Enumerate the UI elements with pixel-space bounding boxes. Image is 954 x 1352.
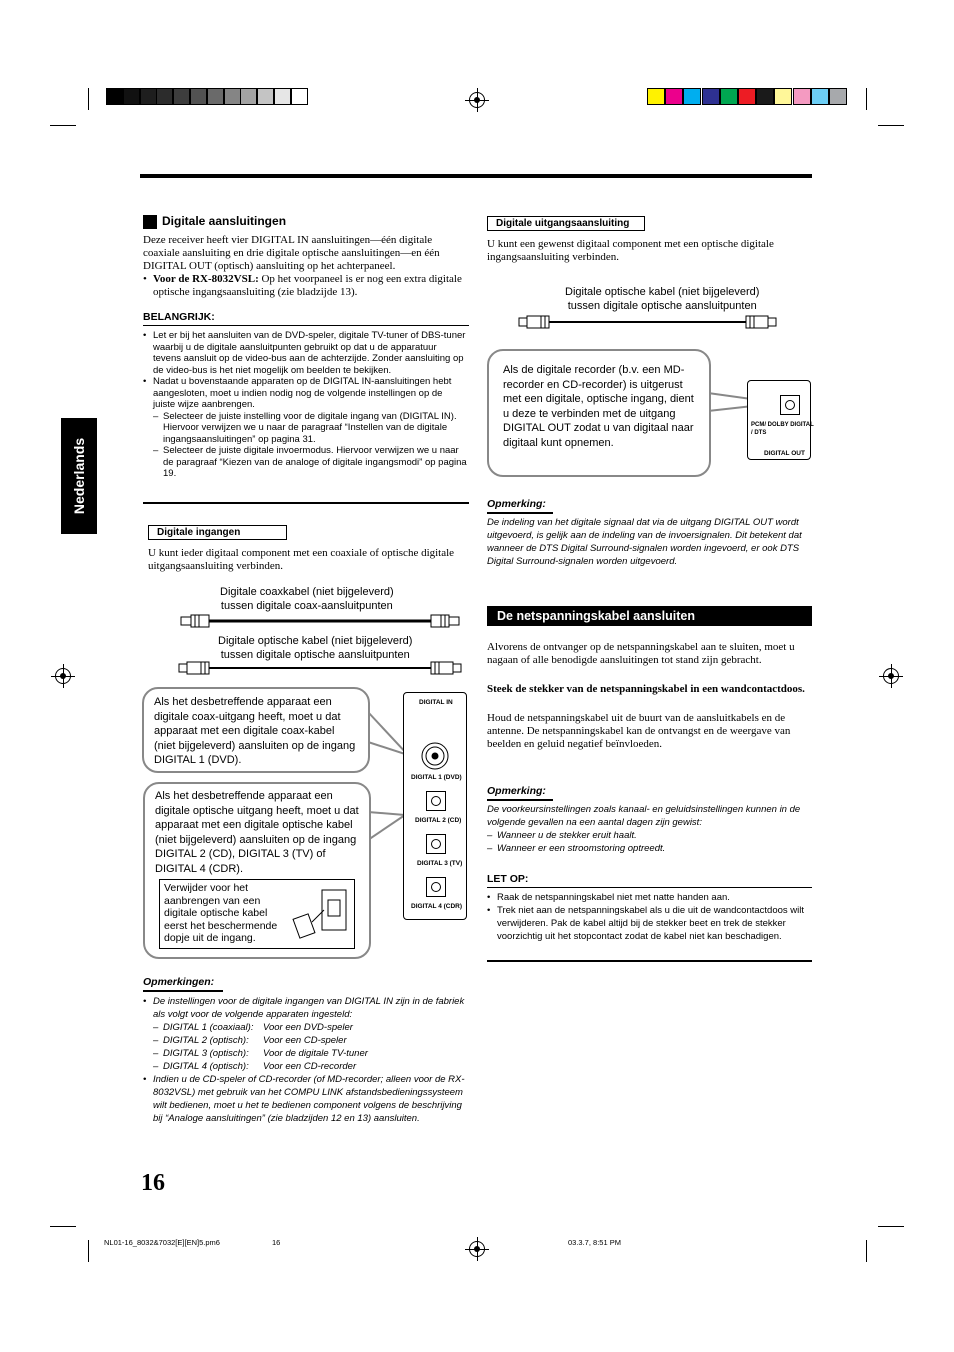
registration-mark-icon [469,92,485,108]
rx-bullet-bold: Voor de RX-8032VSL: [153,273,259,285]
note-item: • Indien u de CD-speler of CD-recorder (of MD-recorder; alleen voor de RX-8032VSL) met gebruik van het COMPU LINK afstandsbedieningssysteem wilt bedienen, moet u het te bedienen component volgens de beschrijving bij “Analoge aansluitingen” (zie bladzijden 12 en 13) aansluiten. [143,1073,467,1125]
optical-jack-icon [426,877,446,897]
note-setting-device: Voor een DVD-speler [263,1022,353,1033]
out-cable-label [565,285,759,313]
notes-list [143,995,467,1125]
section-heading-digital: Digitale aansluitingen [162,214,287,228]
inputs-text: U kunt ieder digitaal component met een coaxiale of optische digitale uitgangsaansluiting verbinden. [148,547,455,572]
rx-bullet-text: Op het voorpaneel is er nog een extra digitale optische ingangsaansluiting (zie bladzijde 13). [153,273,462,298]
optical-out-jack-icon [780,395,800,415]
output-label: Digitale uitgangsaansluiting [487,216,645,231]
coax-bubble: Als het desbetreffende apparaat een digitale coax-uitgang heeft, moet u dat apparaat met een digitale coax-kabel (niet bijgeleverd) aansluiten op de ingang DIGITAL 1 (DVD). [142,687,370,773]
color-swatch [224,88,241,105]
intro-block [143,234,465,299]
caution-item: • Trek niet aan de netspanningskabel als u die uit de wandcontactdoos wilt verwijderen. Pak de kabel altijd bij de stekker beet en trek de stekker voorzichtig uit het stopcontact zodat de kabel niet kan beschadigen. [487,904,811,943]
recorder-bubble: Als de digitale recorder (b.v. een MD-recorder en CD-recorder) is uitgerust met een digitale, optische ingang, dient u deze te verbinden met de uitgang DIGITAL OUT zodat u van digitaal naar digitaal kunt opnemen. [487,349,711,477]
rx-bullet: • Voor de RX-8032VSL: Op het voorpaneel is er nog een extra digitale optische ingangsaansluiting (zie bladzijde 13). [143,273,462,298]
jack-label: DIGITAL 1 (DVD) [411,774,462,781]
header-rule [140,174,812,178]
cap-note-text: Verwijder voor het aanbrengen van een digitale optische kabel eerst het beschermende dopje uit de ingang. [164,882,278,944]
optical-jack-icon [426,834,446,854]
power-p3: Houd de netspanningskabel uit de buurt van de aansluitkabels en de antenne. De netspanningskabel kan de ontvangst en de weergave van beelden en geluid negatief beïnvloeden. [487,712,791,750]
note2-item: – Wanneer er een stroomstoring optreedt. [487,842,811,855]
digital-out-panel [747,380,814,460]
color-swatch [647,88,665,105]
rule [487,960,812,962]
color-swatch [190,88,207,105]
optical-bubble [143,782,371,959]
color-swatch [683,88,701,105]
out-format-label: PCM/ DOLBY DIGITAL [751,422,814,428]
rule [143,325,469,326]
note2-title: Opmerking: [487,785,546,797]
important-title: BELANGRIJK: [143,311,215,323]
digital-out-title: DIGITAL OUT [764,450,805,457]
color-swatch [207,88,224,105]
registration-mark-icon [469,1241,485,1257]
color-swatch [123,88,140,105]
important-item: • Let er bij het aansluiten van de DVD-speler, digitale TV-tuner of DBS-tuner waarbij u de digitale aansluitpunten gebruikt op dat u de apparatuur tevens aansluit op de video-bus aan de achterzijde. Zonder aansluiting op de video-bus is het niet mogelijk om beelden te bekijken. [143,330,467,376]
note-text: De instellingen voor de digitale ingangen van DIGITAL IN zijn in de fabriek als volgt voor de volgende apparaten ingesteld: [153,996,465,1020]
language-tab [61,418,97,534]
note-text: De indeling van het digitale signaal dat via de uitgang DIGITAL OUT wordt uitgevoerd, is gelijk aan de indeling van de invoersignalen. Dit betekent dat wanneer de DTS Digital Surround-signalen worden ingevoerd, er ook DTS Digital Surround-signalen worden uitgevoerd. [487,517,802,567]
heading-square-icon [143,215,157,229]
footer-file: NL01-16_8032&7032[E][EN]5.pm6 [104,1238,220,1247]
protective-cap-icon [288,886,350,944]
color-swatch [811,88,829,105]
power-block [487,641,811,751]
jack-label: DIGITAL 4 (CDR) [411,903,463,910]
color-swatch [665,88,683,105]
color-swatch [173,88,190,105]
coax-cable-label [220,585,394,613]
coax-jack-icon [420,741,450,771]
color-swatch [257,88,274,105]
out-format-label: / DTS [751,430,767,436]
note-setting-input: DIGITAL 3 (optisch): [163,1048,249,1059]
digital-in-title: DIGITAL IN [419,699,453,706]
digital-in-panel [403,692,467,920]
color-swatch [774,88,792,105]
caution-list [487,891,811,943]
power-p2: Steek de stekker van de netspanningskabel in een wandcontactdoos. [487,683,805,695]
jack-label: DIGITAL 2 (CD) [415,817,462,824]
rule [487,887,812,888]
rule [143,990,223,992]
note-setting-row [153,1034,467,1047]
optical-jack-icon [426,791,446,811]
rule [143,502,469,504]
cap-note-box [159,879,355,949]
note-item [143,995,467,1073]
important-item: • Nadat u bovenstaande apparaten op de DIGITAL IN-aansluitingen hebt aangesloten, moet u indien nodig nog de volgende instellingen op de juiste wijze aanbrengen. [143,376,467,411]
note2-text: De voorkeursinstellingen zoals kanaal- en geluidsinstellingen kunnen in de volgende gevallen na een aantal dagen zijn gewist: [487,804,801,828]
rule [487,799,553,801]
page-number: 16 [141,1170,165,1196]
color-swatch [291,88,308,105]
coax-cable-label-line: tussen digitale coax-aansluitpunten [220,600,393,612]
note-title: Opmerking: [487,498,546,510]
power-p1: Alvorens de ontvanger op de netspanningskabel aan te sluiten, moet u nagaan of alle benodigde aansluitingen tot stand zijn gebracht. [487,641,795,666]
coax-cable-icon [175,612,465,630]
color-swatch [720,88,738,105]
note-setting-input: DIGITAL 4 (optisch): [163,1061,249,1072]
color-swatch [274,88,291,105]
note-setting-device: Voor een CD-recorder [263,1061,357,1072]
optical-bubble-text: Als het desbetreffende apparaat een digitale optische uitgang heeft, moet u dat apparaat met een digitale optische kabel (niet bijgeleverd) aansluiten op de ingang DIGITAL 2 (CD), DIGITAL 3 (TV) of DIGITAL 4 (CDR). [155,790,359,875]
color-swatch [240,88,257,105]
output-optical-cable-icon [515,314,780,330]
color-swatch [702,88,720,105]
optical-cable-label [218,634,412,662]
optical-cable-icon [175,660,465,676]
caution-item: • Raak de netspanningskabel niet met natte handen aan. [487,891,811,904]
jack-label: DIGITAL 3 (TV) [417,860,463,867]
optical-cable-label-line: tussen digitale optische aansluitpunten [220,649,410,661]
color-swatch [793,88,811,105]
out-cable-label-line: Digitale optische kabel (niet bijgeleverd) [565,286,760,298]
color-swatch [738,88,756,105]
intro-text: Deze receiver heeft vier DIGITAL IN aansluitingen—één digitale coaxiale aansluiting en drie digitale optische aansluitingen—en één DIGITAL OUT (optisch) aansluiting op het achterpaneel. [143,234,440,272]
output-text: U kunt een gewenst digitaal component met een optische digitale ingangsaansluiting verbinden. [487,238,774,263]
registration-mark-icon [883,668,899,684]
color-swatch [829,88,847,105]
color-swatch [106,88,123,105]
footer-page: 16 [272,1238,281,1247]
color-swatch [140,88,157,105]
color-swatch [756,88,774,105]
note2-item: – Wanneer u de stekker eruit haalt. [487,829,811,842]
note-setting-input: DIGITAL 1 (coaxiaal): [163,1022,254,1033]
note-setting-input: DIGITAL 2 (optisch): [163,1035,249,1046]
note-setting-row [153,1047,467,1060]
optical-cable-label-line: Digitale optische kabel (niet bijgeleverd) [218,635,413,647]
coax-cable-label-line: Digitale coaxkabel (niet bijgeleverd) [220,586,394,598]
important-dash: – Selecteer de juiste instelling voor de digitale ingang van (DIGITAL IN). Hiervoor verwijzen we u naar de paragraaf “Instellen van de digitale ingangsaansluitingen” op pagina 31. [153,411,467,446]
power-heading: De netspanningskabel aansluiten [487,606,812,626]
note2-block [487,803,811,855]
important-list [143,330,467,480]
note-setting-row [153,1021,467,1034]
footer-date: 03.3.7, 8:51 PM [568,1238,621,1247]
color-swatch [156,88,173,105]
note-setting-device: Voor een CD-speler [263,1035,347,1046]
caution-title: LET OP: [487,873,529,885]
language-tab-label: Nederlands [71,437,87,515]
notes-title: Opmerkingen: [143,976,215,988]
rule [487,512,553,514]
out-cable-label-line: tussen digitale optische aansluitpunten [567,300,757,312]
inputs-label: Digitale ingangen [148,525,287,540]
note-setting-row [153,1060,467,1073]
registration-mark-icon [55,668,71,684]
note-setting-device: Voor de digitale TV-tuner [263,1048,368,1059]
important-dash: – Selecteer de juiste digitale invoermodus. Hiervoor verwijzen we u naar de paragraaf “Kiezen van de analoge of digitale ingangsmodi” op pagina 19. [153,445,467,480]
